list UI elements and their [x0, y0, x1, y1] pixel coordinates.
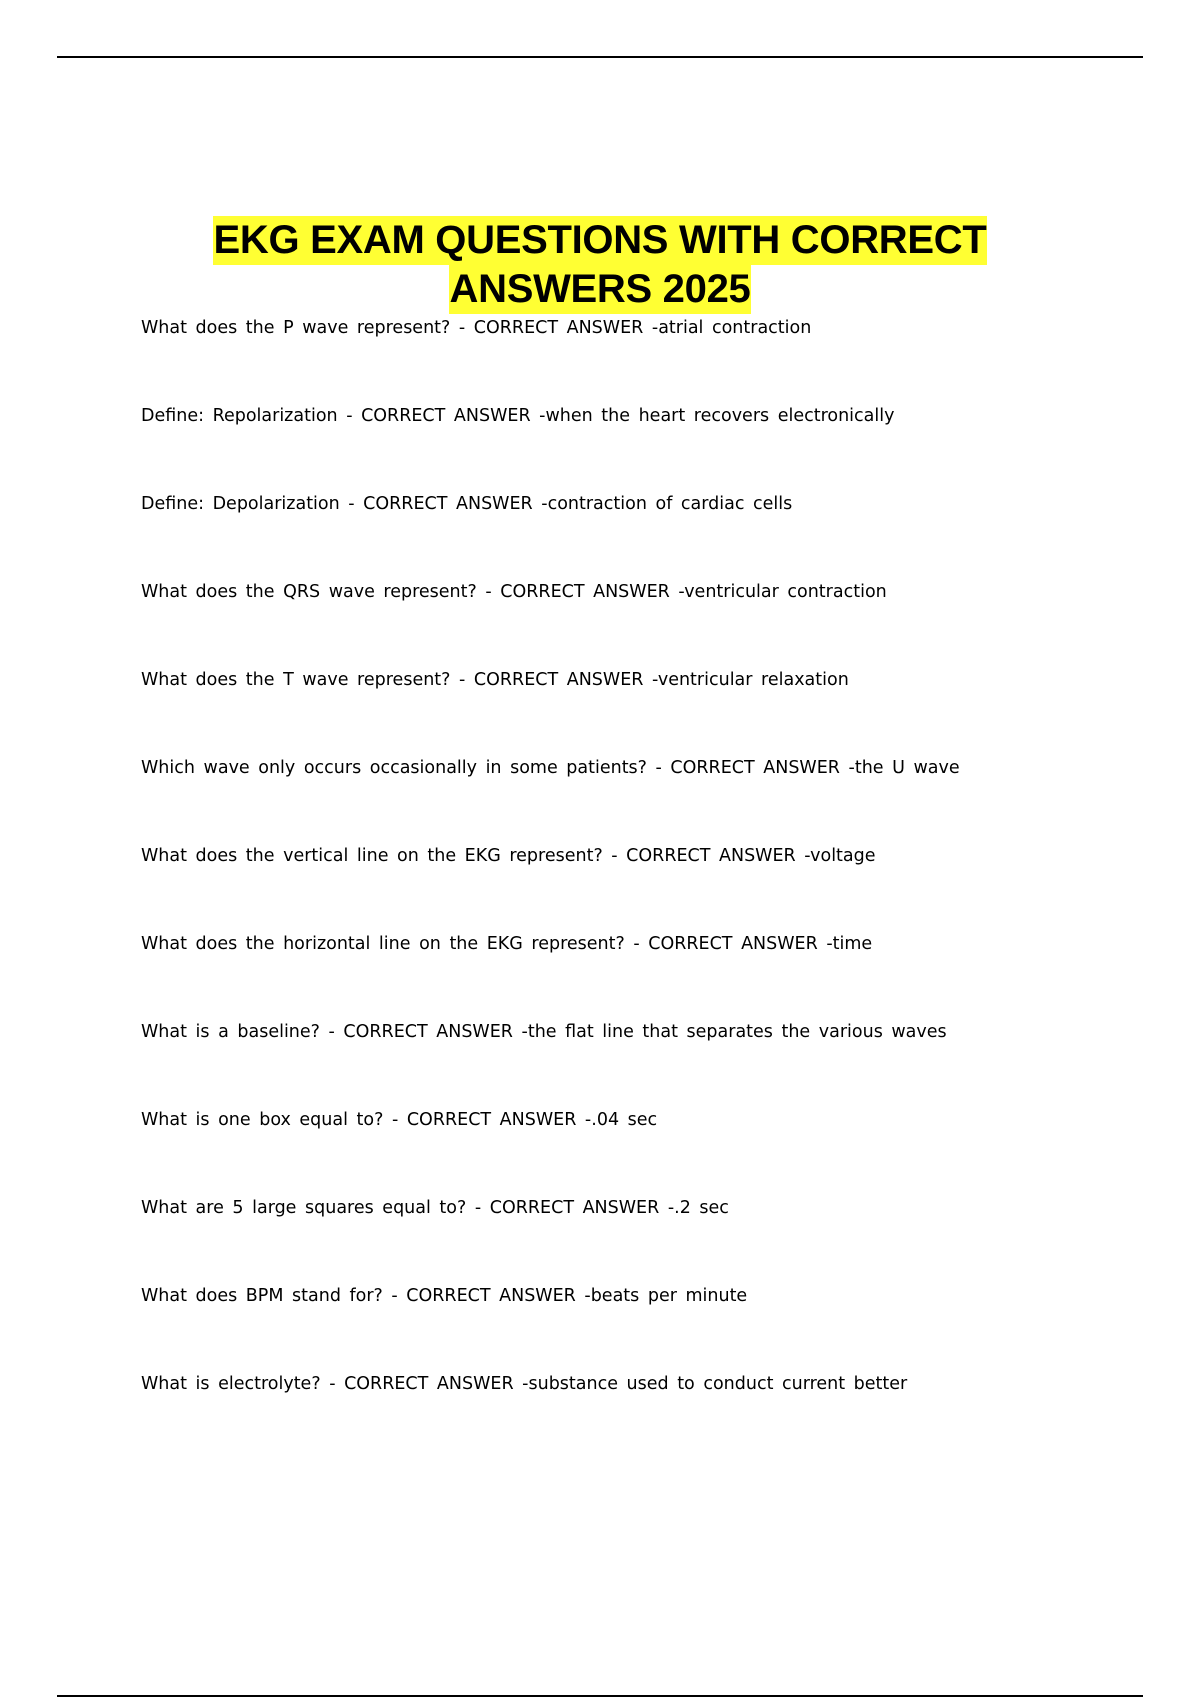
top-rule	[57, 56, 1143, 58]
question-text: What are 5 large squares equal to?	[141, 1198, 467, 1218]
answer-text: ventricular relaxation	[657, 670, 849, 690]
qa-item	[141, 1371, 1121, 1459]
question-text: Which wave only occurs occasionally in some patients?	[141, 758, 647, 778]
answer-text: contraction of cardiac cells	[547, 494, 793, 514]
answer-separator: - CORRECT ANSWER -	[383, 1110, 592, 1130]
answer-separator: - CORRECT ANSWER -	[320, 1374, 529, 1394]
question-text: What is one box equal to?	[141, 1110, 384, 1130]
question-text: What does BPM stand for?	[141, 1286, 383, 1306]
question-text: What does the horizontal line on the EKG represent?	[141, 934, 625, 954]
qa-item	[141, 843, 1121, 931]
question-text: What does the QRS wave represent?	[141, 582, 477, 602]
answer-text: atrial contraction	[658, 318, 812, 338]
question-text: Define: Repolarization	[141, 406, 338, 426]
answer-separator: - CORRECT ANSWER -	[646, 758, 855, 778]
title-line-1: EKG EXAM QUESTIONS WITH CORRECT	[213, 216, 988, 265]
answer-separator: - CORRECT ANSWER -	[339, 494, 548, 514]
qa-item	[141, 931, 1121, 1019]
answer-separator: - CORRECT ANSWER -	[319, 1022, 528, 1042]
qa-item	[141, 579, 1121, 667]
answer-separator: - CORRECT ANSWER -	[382, 1286, 591, 1306]
qa-item	[141, 1107, 1121, 1195]
answer-text: substance used to conduct current better	[528, 1374, 908, 1394]
qa-item	[141, 491, 1121, 579]
answer-text: when the heart recovers electronically	[545, 406, 895, 426]
qa-item	[141, 1283, 1121, 1371]
answer-separator: - CORRECT ANSWER -	[450, 318, 659, 338]
qa-item	[141, 1195, 1121, 1283]
answer-separator: - CORRECT ANSWER -	[624, 934, 833, 954]
question-text: What does the T wave represent?	[141, 670, 451, 690]
answer-separator: - CORRECT ANSWER -	[602, 846, 811, 866]
answer-text: beats per minute	[590, 1286, 748, 1306]
answer-text: .04 sec	[591, 1110, 658, 1130]
qa-item	[141, 1019, 1121, 1107]
answer-separator: - CORRECT ANSWER -	[337, 406, 546, 426]
answer-text: time	[832, 934, 873, 954]
answer-text: .2 sec	[674, 1198, 729, 1218]
question-text: What does the P wave represent?	[141, 318, 451, 338]
answer-separator: - CORRECT ANSWER -	[450, 670, 658, 690]
question-text: What is a baseline?	[141, 1022, 320, 1042]
answer-separator: - CORRECT ANSWER -	[466, 1198, 675, 1218]
title-line-2: ANSWERS 2025	[449, 265, 752, 314]
answer-text: voltage	[810, 846, 876, 866]
page-title	[140, 216, 1060, 314]
answer-text: ventricular contraction	[684, 582, 887, 602]
qa-item	[141, 315, 1121, 403]
qa-list	[141, 315, 1121, 1459]
question-text: What does the vertical line on the EKG represent?	[141, 846, 603, 866]
answer-separator: - CORRECT ANSWER -	[476, 582, 685, 602]
question-text: What is electrolyte?	[141, 1374, 321, 1394]
qa-item	[141, 403, 1121, 491]
bottom-rule	[57, 1695, 1143, 1697]
qa-item	[141, 755, 1121, 843]
answer-text: the flat line that separates the various waves	[527, 1022, 947, 1042]
answer-text: the U wave	[854, 758, 960, 778]
qa-item	[141, 667, 1121, 755]
question-text: Define: Depolarization	[141, 494, 340, 514]
